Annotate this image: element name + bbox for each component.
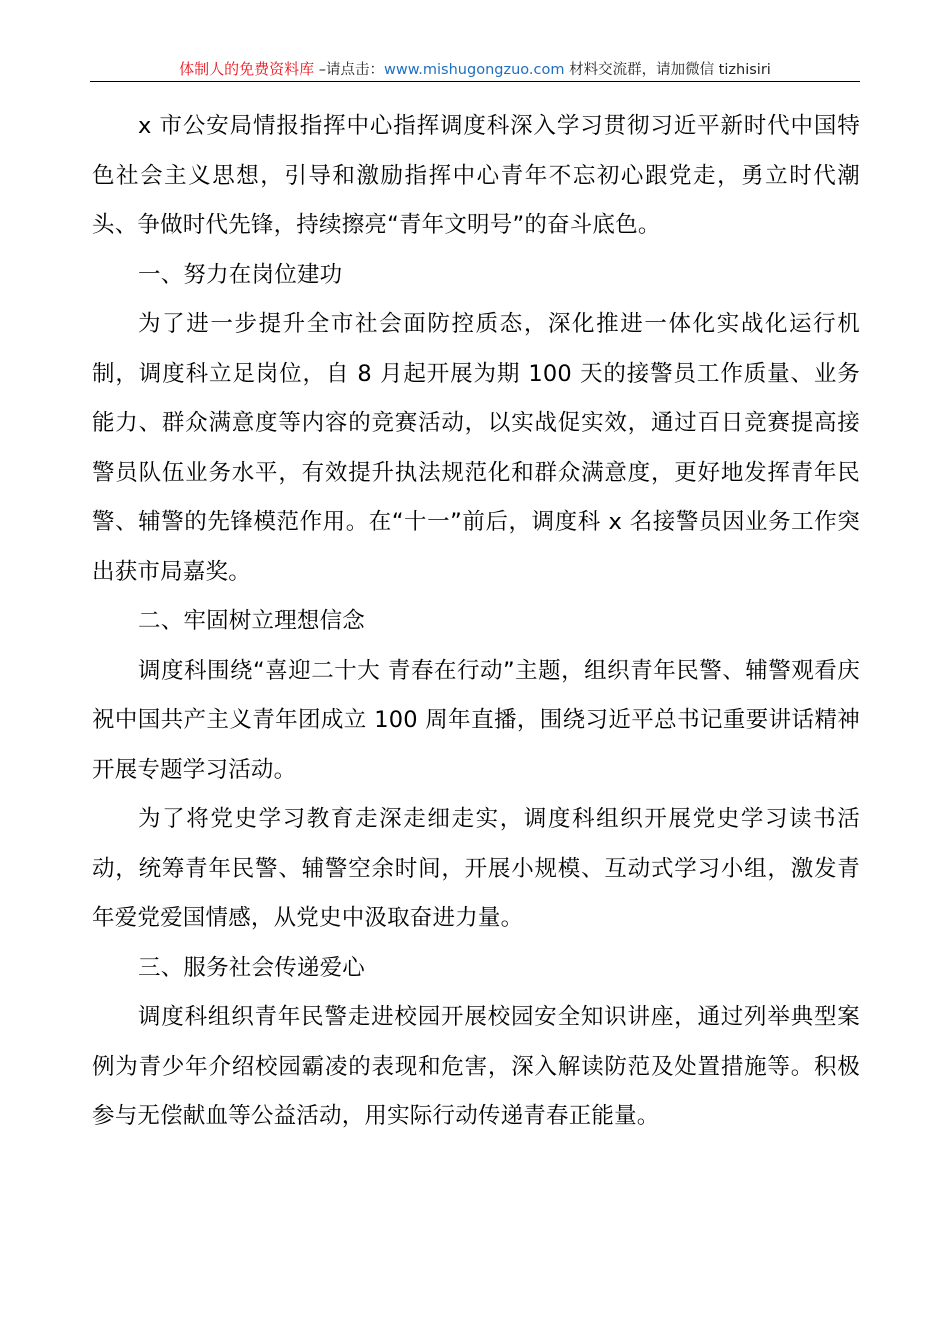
- body-paragraph: 调度科组织青年民警走进校园开展校园安全知识讲座，通过列举典型案例为青少年介绍校园霸凌的表现和危害，深入解读防范及处置措施等。积极参与无偿献血等公益活动，用实际行动传递青春正能量。: [92, 1004, 860, 1129]
- section-heading-3: 三、服务社会传递爱心: [138, 954, 366, 981]
- header-divider: [90, 81, 860, 82]
- website-link[interactable]: www.mishugongzuo.com: [384, 62, 565, 78]
- body-paragraph: 为了将党史学习教育走深走细走实，调度科组织开展党史学习读书活动，统筹青年民警、辅警空余时间，开展小规模、互动式学习小组，激发青年爱党爱国情感，从党史中汲取奋进力量。: [92, 806, 860, 931]
- body-paragraph: 调度科围绕“喜迎二十大 青春在行动”主题，组织青年民警、辅警观看庆祝中国共产主义青年团成立 100 周年直播，围绕习近平总书记重要讲话精神开展专题学习活动。: [92, 657, 860, 783]
- section-heading-1: 一、努力在岗位建功: [138, 261, 343, 288]
- intro-paragraph: x 市公安局情报指挥中心指挥调度科深入学习贯彻习近平新时代中国特色社会主义思想，引导和激励指挥中心青年不忘初心跟党走，勇立时代潮头、争做时代先锋，持续擦亮“青年文明号”的奋斗底色。: [92, 113, 860, 238]
- page-header: [90, 59, 860, 80]
- header-suffix: 材料交流群，请加微信 tizhisiri: [564, 62, 771, 78]
- site-name: 体制人的免费资料库: [179, 60, 315, 78]
- body-paragraph: 为了进一步提升全市社会面防控质态，深化推进一体化实战化运行机制，调度科立足岗位，自 8 月起开展为期 100 天的接警员工作质量、业务能力、群众满意度等内容的竞赛活动，以实战促实效，通过百日竞赛提高接警员队伍业务水平，有效提升执法规范化和群众满意度，更好地发挥青年民警、辅警的先锋模范作用。在“十一”前后，调度科 x 名接警员因业务工作突出获市局嘉奖。: [92, 311, 860, 585]
- document-body: [92, 102, 860, 1142]
- header-prompt: –请点击：: [314, 62, 385, 78]
- section-heading-2: 二、牢固树立理想信念: [138, 608, 366, 634]
